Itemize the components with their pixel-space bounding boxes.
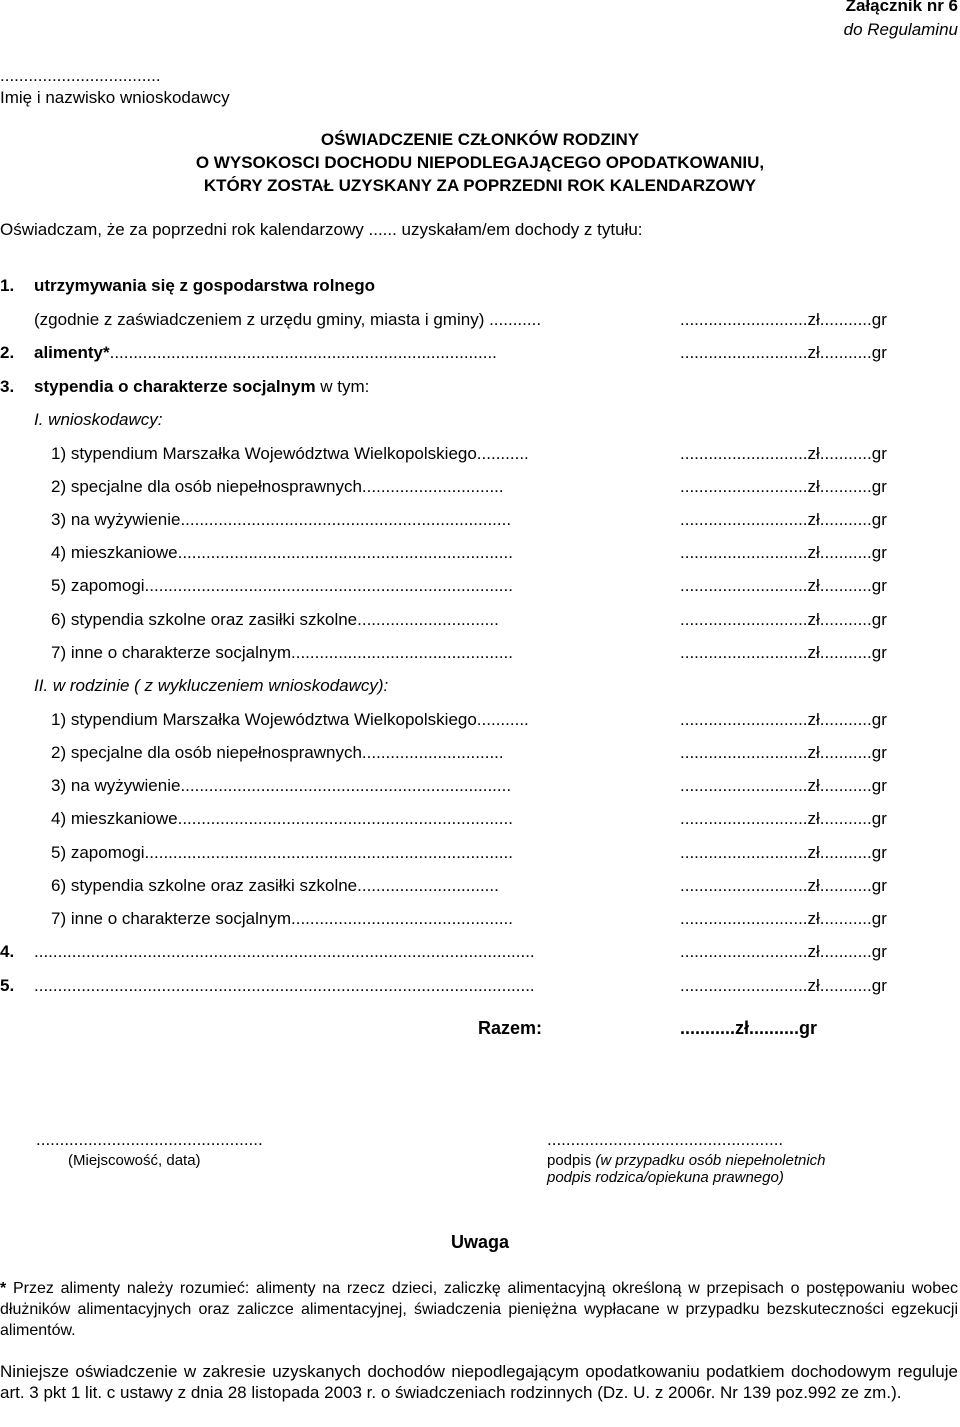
- group-i-item-amount: ...........................zł...........gr: [680, 477, 887, 496]
- declaration-intro: Oświadczam, że za poprzedni rok kalendarzowy ...... uzyskałam/em dochody z tytułu:: [0, 220, 643, 239]
- signature-label-line2: podpis rodzica/opiekuna prawnego): [547, 1169, 784, 1186]
- group-ii-numeral: II.: [34, 676, 49, 695]
- group-i-item: 3) na wyżywienie......................................................................: [51, 510, 512, 529]
- applicant-name-label: Imię i nazwisko wnioskodawcy: [0, 88, 230, 107]
- group-i-item: 2) specjalne dla osób niepełnosprawnych..............................: [51, 477, 504, 496]
- section-2-amount: ...........................zł...........gr: [680, 343, 887, 362]
- section-1-amount: ...........................zł...........gr: [680, 310, 887, 329]
- group-i-label: wnioskodawcy:: [43, 410, 163, 429]
- group-i-item: 5) zapomogi..............................................................................: [51, 576, 513, 595]
- regulation-reference: do Regulaminu: [843, 20, 958, 39]
- page-title-line2: O WYSOKOSCI DOCHODU NIEPODLEGAJĄCEGO OPODATKOWANIU,: [195, 153, 765, 172]
- group-ii-item: 3) na wyżywienie......................................................................: [51, 776, 512, 795]
- page-title-line3: KTÓRY ZOSTAŁ UZYSKANY ZA POPRZEDNI ROK KALENDARZOWY: [203, 176, 757, 195]
- signature-label-italic1: (w przypadku osób niepełnoletnich: [595, 1152, 826, 1169]
- group-ii-label: w rodzinie ( z wykluczeniem wnioskodawcy):: [48, 676, 389, 695]
- signature-dots: ..................................................: [547, 1130, 784, 1149]
- group-ii-item: 6) stypendia szkolne oraz zasiłki szkolne..............................: [51, 876, 499, 895]
- section-2-line: [34, 343, 497, 363]
- group-i-numeral: I.: [34, 410, 44, 429]
- place-date-label: (Miejscowość, data): [68, 1152, 201, 1169]
- group-ii-item-amount: ...........................zł...........gr: [680, 876, 887, 895]
- group-i-item-amount: ...........................zł...........gr: [680, 610, 887, 629]
- applicant-name-dots: ..................................: [0, 66, 161, 85]
- group-ii-item: 4) mieszkaniowe.......................................................................: [51, 809, 513, 828]
- page-title-line1: OŚWIADCZENIE CZŁONKÓW RODZINY: [320, 130, 640, 149]
- section-5-amount: ...........................zł...........gr: [680, 976, 887, 995]
- note-alimony-text: Przez alimenty należy rozumieć: alimenty na rzecz dzieci, zaliczkę alimentacyjną określoną w przepisach o postępowaniu wobec dłużników alimentacyjnych oraz zaliczce alimentacyjnej, świadczenia pieniężna wypłacane w przypadku bezskuteczności egzekucji alimentów.: [0, 1280, 958, 1339]
- group-i-item: 6) stypendia szkolne oraz zasiłki szkolne..............................: [51, 610, 499, 629]
- section-2-title: alimenty*: [34, 343, 110, 362]
- total-label: Razem:: [478, 1018, 543, 1038]
- section-2-dots: ..................................................................................: [109, 343, 497, 362]
- section-4-amount: ...........................zł...........gr: [680, 942, 887, 961]
- section-5-dots: ..........................................................................................................: [34, 976, 535, 995]
- signature-label-line1: [547, 1152, 826, 1169]
- section-3-title: stypendia o charakterze socjalnym: [34, 377, 316, 396]
- group-i-item-amount: ...........................zł...........gr: [680, 643, 887, 662]
- group-i-item: 4) mieszkaniowe.......................................................................: [51, 543, 513, 562]
- total-amount: ...........zł..........gr: [680, 1018, 818, 1038]
- group-ii-item: 5) zapomogi..............................................................................: [51, 843, 513, 862]
- group-i-item-amount: ...........................zł...........gr: [680, 576, 887, 595]
- group-ii-item: 7) inne o charakterze socjalnym...............................................: [51, 909, 513, 928]
- group-ii-item-amount: ...........................zł...........gr: [680, 843, 887, 862]
- group-ii-item-amount: ...........................zł...........gr: [680, 743, 887, 762]
- note-legal-basis: Niniejsze oświadczenie w zakresie uzyskanych dochodów niepodlegającym opodatkowaniu podatkiem dochodowym reguluje art. 3 pkt 1 lit. c ustawy z dnia 28 listopada 2003 r. o świadczeniach rodzinnych (Dz. U. z 2006r. Nr 139 poz.992 ze zm.).: [0, 1362, 958, 1402]
- group-ii-item-amount: ...........................zł...........gr: [680, 776, 887, 795]
- group-ii-heading: [34, 676, 388, 696]
- section-4-number: 4.: [0, 942, 15, 961]
- group-i-item: 7) inne o charakterze socjalnym...............................................: [51, 643, 513, 662]
- group-i-item-amount: ...........................zł...........gr: [680, 444, 887, 463]
- section-1-subtitle: (zgodnie z zaświadczeniem z urzędu gminy, miasta i gminy) ...........: [34, 310, 542, 329]
- section-2-number: 2.: [0, 343, 15, 362]
- group-i-item-amount: ...........................zł...........gr: [680, 543, 887, 562]
- attachment-number: Załącznik nr 6: [845, 0, 958, 15]
- section-1-title: utrzymywania się z gospodarstwa rolnego: [34, 276, 376, 295]
- group-i-item-amount: ...........................zł...........gr: [680, 510, 887, 529]
- note-alimony-definition: [0, 1278, 958, 1341]
- place-date-dots: ................................................: [36, 1130, 263, 1149]
- section-4-dots: ..........................................................................................................: [34, 942, 535, 961]
- section-1-number: 1.: [0, 276, 15, 295]
- group-i-item: 1) stypendium Marszałka Województwa Wielkopolskiego...........: [51, 444, 529, 463]
- section-5-number: 5.: [0, 976, 15, 995]
- section-3-suffix: w tym:: [315, 377, 370, 396]
- group-ii-item-amount: ...........................zł...........gr: [680, 909, 887, 928]
- section-3-number: 3.: [0, 377, 15, 396]
- section-3-line: [34, 377, 369, 397]
- note-title: Uwaga: [450, 1232, 510, 1252]
- group-i-heading: [34, 410, 163, 430]
- group-ii-item-amount: ...........................zł...........gr: [680, 809, 887, 828]
- signature-label-prefix: podpis: [547, 1152, 596, 1169]
- group-ii-item: 2) specjalne dla osób niepełnosprawnych..............................: [51, 743, 504, 762]
- group-ii-item-amount: ...........................zł...........gr: [680, 710, 887, 729]
- group-ii-item: 1) stypendium Marszałka Województwa Wielkopolskiego...........: [51, 710, 529, 729]
- note-star: *: [0, 1280, 7, 1297]
